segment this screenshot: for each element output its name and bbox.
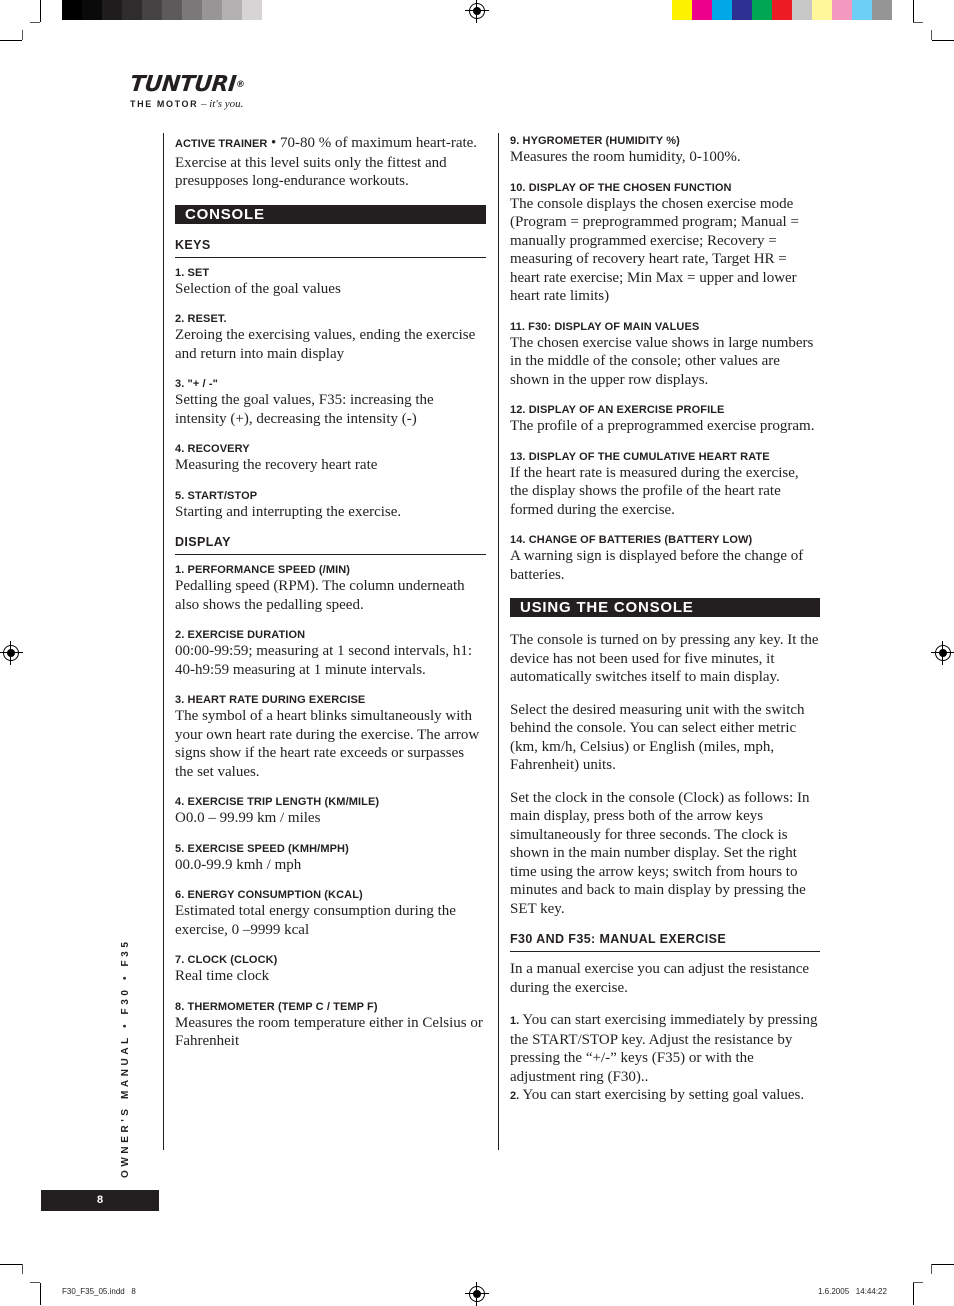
item-text: Setting the goal values, F35: increasing the intensity (+), decreasing the intensity (-) [175, 392, 434, 427]
item-text: Real time clock [175, 968, 270, 984]
item-text: You can start exercising immediately by pressing the START/STOP key. Adjust the resistance by pressing the “+/-” keys (F35) or with the adjustment ring (F30).. [510, 1012, 818, 1085]
gray-swatch [102, 0, 122, 20]
item-heading: 10. DISPLAY OF THE CHOSEN FUNCTION [510, 181, 732, 194]
color-swatch [732, 0, 752, 20]
bleed-mark [30, 22, 40, 23]
item-heading: 4. EXERCISE TRIP LENGTH (KM/MILE) [175, 796, 380, 808]
list-item [510, 533, 820, 584]
item-text: Selection of the goal values [175, 280, 341, 297]
paragraph: Select the desired measuring unit with the switch behind the console. You can select either metric (km, km/h, Celsius) or English (miles, mph, Fahrenheit) units. [510, 701, 805, 773]
gray-swatch [62, 0, 82, 20]
item-heading: 2. EXERCISE DURATION [175, 629, 306, 641]
registration-mark-icon [935, 645, 951, 661]
list-item [175, 795, 486, 828]
list-item [175, 842, 486, 875]
bleed-mark [931, 1264, 932, 1274]
item-text: A warning sign is displayed before the change of batteries. [510, 548, 804, 583]
bleed-mark [913, 22, 923, 23]
list-item [510, 403, 820, 436]
list-item [175, 266, 486, 299]
side-label [119, 938, 133, 1178]
list-item [175, 312, 486, 363]
bullet: • [267, 135, 281, 151]
bleed-mark [931, 30, 932, 40]
item-text: 00.0-99.9 kmh / mph [175, 856, 302, 873]
item-text: Pedalling speed (RPM). The column underneath also shows the pedalling speed. [175, 578, 465, 613]
display-list-continued [510, 134, 820, 584]
color-swatch [812, 0, 832, 20]
crop-mark [0, 40, 22, 41]
item-text: The console displays the chosen exercise mode (Program = preprogrammed program; Manual = manually programmed exercise; Recovery = measuring of recovery heart rate, Target HR = heart rate exercise; Min Max = upper and lower heart rate limits) [510, 195, 799, 304]
page-number: 8 [96, 1194, 104, 1206]
manual-items [510, 1011, 820, 1106]
item-heading: 4. RECOVERY [175, 443, 250, 455]
list-item [175, 442, 486, 475]
item-heading: 3. "+ / -" [175, 378, 218, 390]
item-text: Starting and interrupting the exercise. [175, 503, 402, 520]
crop-mark [913, 1283, 914, 1305]
item-text: Zeroing the exercising values, ending the exercise and return into main display [175, 327, 476, 362]
left-column-rule [163, 133, 164, 1150]
bleed-mark [22, 30, 23, 40]
footer-date: 1.6.2005 14:44:22 [818, 1287, 887, 1296]
registration-mark-icon [469, 1286, 485, 1302]
keys-list [175, 266, 486, 522]
paragraph: Set the clock in the console (Clock) as follows: In main display, press both of the arrow keys simultaneously for three seconds. The clock is shown in the main number display. Set the right time using the arrow keys; switch from hours to minutes and back to main display by pressing the SET key. [510, 789, 810, 917]
crop-mark [40, 1283, 41, 1305]
page-number-tab [41, 1190, 159, 1211]
tagline-caps: THE MOTOR [130, 99, 199, 109]
gray-swatch [162, 0, 182, 20]
color-swatch [752, 0, 772, 20]
gray-swatch [242, 0, 262, 20]
active-trainer-text: 70-80 % of maximum heart-rate. [280, 135, 478, 151]
gray-swatch [202, 0, 222, 20]
gray-swatch [262, 0, 282, 20]
item-text: The chosen exercise value shows in large numbers in the middle of the console; other values are shown in the upper row displays. [510, 334, 814, 388]
list-item [175, 489, 486, 522]
left-column [175, 134, 486, 1065]
gray-swatch [182, 0, 202, 20]
color-swatch [692, 0, 712, 20]
gray-swatch [142, 0, 162, 20]
right-column [510, 134, 820, 1106]
active-trainer-desc: Exercise at this level suits only the fittest and presupposes long-endurance workouts. [175, 154, 447, 189]
item-text: Measuring the recovery heart rate [175, 457, 378, 473]
color-swatch [832, 0, 852, 20]
gray-swatch [122, 0, 142, 20]
numbered-item [510, 1086, 820, 1106]
item-heading: 1. SET [175, 266, 210, 279]
item-text: The symbol of a heart blinks simultaneously with your own heart rate during the exercise. The arrow signs show if the heart rate exceeds or surpasses the set values. [175, 708, 480, 780]
list-item [175, 377, 486, 428]
bleed-mark [30, 1282, 40, 1283]
list-item [510, 320, 820, 390]
keys-heading: KEYS [175, 238, 486, 258]
item-text: Measures the room humidity, 0-100%. [510, 149, 741, 165]
bleed-mark [22, 1264, 23, 1274]
item-heading: 12. DISPLAY OF AN EXERCISE PROFILE [510, 404, 725, 416]
list-item [175, 693, 486, 781]
using-console-paragraphs [510, 631, 820, 918]
item-text: Measures the room temperature either in Celsius or Fahrenheit [175, 1014, 483, 1049]
item-heading: 2. RESET. [175, 313, 227, 325]
manual-intro: In a manual exercise you can adjust the resistance during the exercise. [510, 961, 810, 996]
item-heading: 8. THERMOMETER (TEMP C / TEMP F) [175, 1000, 378, 1013]
item-heading: 7. CLOCK (CLOCK) [175, 954, 278, 966]
side-label-text: OWNER'S MANUAL • F30 • F35 [120, 938, 131, 1178]
color-swatch [772, 0, 792, 20]
item-text: You can start exercising by setting goal values. [519, 1087, 805, 1103]
registered-mark: ® [235, 80, 245, 90]
item-text: 00:00-99:59; measuring at 1 second intervals, h1: 40-h9:59 measuring at 1 minute intervals. [175, 643, 473, 678]
item-heading: 9. HYGROMETER (HUMIDITY %) [510, 135, 680, 147]
brand-tagline [130, 97, 290, 111]
registration-mark-icon [469, 3, 485, 19]
crop-mark [40, 0, 41, 22]
list-item [175, 563, 486, 614]
item-number: 2. [510, 1090, 520, 1102]
active-trainer [175, 134, 486, 154]
gray-swatch [222, 0, 242, 20]
using-console-section-title: USING THE CONSOLE [510, 598, 820, 617]
item-heading: 5. START/STOP [175, 489, 258, 502]
active-trainer-label: ACTIVE TRAINER [175, 138, 268, 150]
item-heading: 6. ENERGY CONSUMPTION (KCAL) [175, 889, 363, 901]
color-swatch [852, 0, 872, 20]
list-item [510, 134, 820, 167]
crop-mark [932, 1264, 954, 1265]
console-section-title: CONSOLE [175, 205, 486, 224]
color-swatch [712, 0, 732, 20]
crop-mark [913, 0, 914, 22]
item-heading: 5. EXERCISE SPEED (KMH/MPH) [175, 842, 349, 855]
brand-name: TUNTURI [128, 72, 238, 97]
item-heading: 1. PERFORMANCE SPEED (/MIN) [175, 564, 351, 576]
item-text: The profile of a preprogrammed exercise program. [510, 418, 815, 434]
list-item [175, 1000, 486, 1051]
tagline-dash: – [198, 98, 210, 110]
display-heading: DISPLAY [175, 535, 486, 555]
item-text: O0.0 – 99.99 km / miles [175, 810, 321, 826]
item-number: 1. [510, 1015, 520, 1027]
list-item [175, 953, 486, 986]
list-item [175, 888, 486, 939]
gray-swatch [82, 0, 102, 20]
crop-mark [0, 1264, 22, 1265]
item-heading: 14. CHANGE OF BATTERIES (BATTERY LOW) [510, 534, 753, 546]
item-heading: 11. F30: DISPLAY OF MAIN VALUES [510, 320, 700, 333]
manual-exercise-heading: F30 AND F35: MANUAL EXERCISE [510, 932, 820, 952]
brand-logo [130, 74, 290, 114]
color-swatch [672, 0, 692, 20]
middle-column-rule [498, 133, 499, 1150]
crop-mark [932, 40, 954, 41]
item-text: If the heart rate is measured during the exercise, the display shows the profile of the heart rate formed during the exercise. [510, 464, 799, 518]
item-heading: 3. HEART RATE DURING EXERCISE [175, 694, 366, 706]
item-text: Estimated total energy consumption during the exercise, 0 –9999 kcal [175, 903, 456, 938]
display-list [175, 563, 486, 1051]
tagline-italic: it's you. [209, 98, 244, 110]
list-item [175, 628, 486, 679]
color-swatch [792, 0, 812, 20]
bleed-mark [913, 1282, 923, 1283]
registration-mark-icon [3, 645, 19, 661]
paragraph: The console is turned on by pressing any key. It the device has not been used for five minutes, it automatically switches itself to main display. [510, 632, 819, 685]
list-item [510, 181, 820, 306]
item-heading: 13. DISPLAY OF THE CUMULATIVE HEART RATE [510, 450, 770, 463]
list-item [510, 450, 820, 520]
footer-file: F30_F35_05.indd 8 [62, 1287, 136, 1296]
numbered-item [510, 1011, 820, 1086]
color-swatch [872, 0, 892, 20]
